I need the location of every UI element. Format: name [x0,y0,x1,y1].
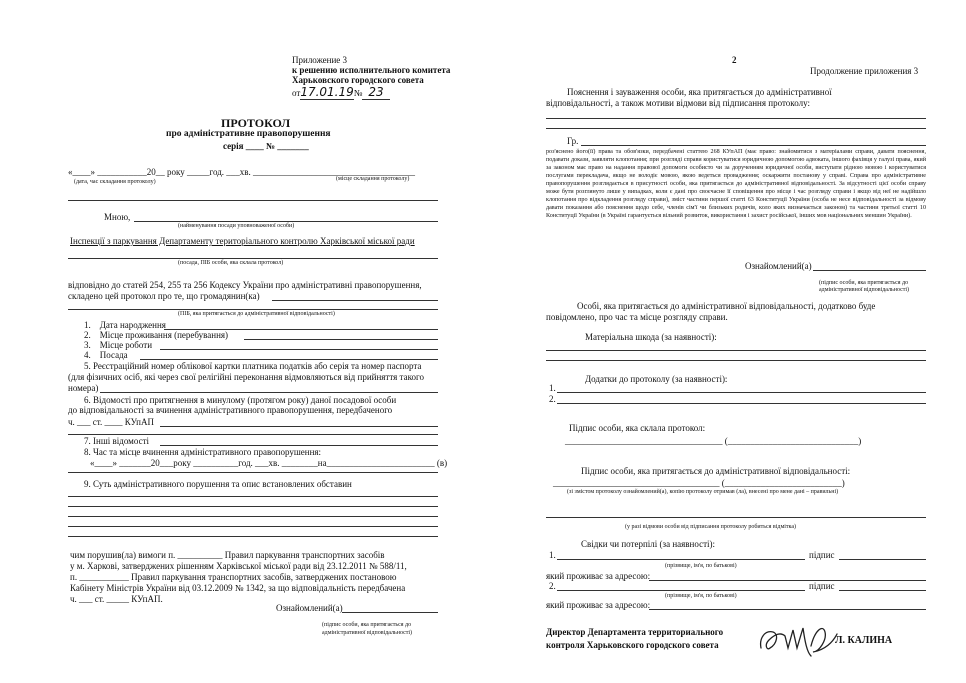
witness-name-line [557,559,805,560]
item-7: 7. Інші відомості [84,436,149,446]
handwritten-number: 23 [362,85,389,100]
date-caption: (дата, час складання протоколу) [74,179,156,185]
handwritten-date: 17.01.19 [300,85,354,99]
attachments-label: Додатки до протоколу (за наявності): [585,374,728,384]
explanation-line-1: Пояснення і зауваження особи, яка притягається до адміністративної [567,87,832,97]
director-name: Л. КАЛИНА [835,635,893,646]
person-signature-field: _____________________________________ (__________________________) [553,478,845,488]
blank-line [546,350,926,351]
blank-line [68,506,438,507]
item-5-line-1: 5. Реєстраційний номер облікової картки платника податків або серія та номер паспорта [84,361,422,371]
acquainted-label: Ознайомлений(а) [276,603,343,613]
me-label: Мною, [104,212,131,222]
blank-line [546,118,926,119]
blank-line [68,516,438,517]
item-4: 4. Посада [84,350,128,360]
protocol-title: ПРОТОКОЛ [221,116,291,130]
blank-line [68,472,438,473]
footer-line-3: п. ___________ Правил паркування транспортних засобів, затверджених постановою [70,572,397,582]
person-signature-label: Підпис особи, яка притягається до адміністративної відповідальності: [581,466,851,476]
director-line-2: контроля Харьковского городского совета [546,640,719,650]
witness-signature-line [839,559,926,560]
witness-1: 1. [549,550,556,560]
item-line [244,339,438,340]
citizen-line [581,145,926,146]
item-line [160,349,438,350]
witness-signature-line [839,590,926,591]
author-signature-label: Підпис особи, яка склала протокол: [569,423,706,433]
signature-caption-2: адміністративної відповідальності) [819,287,910,293]
explanation-line-2: відповідальності, а також мотиви відмови від підписання протоколу: [546,98,810,108]
attachment-1: 1. [549,383,556,393]
item-6-line-3: ч. ___ ст. ____ КУпАП [68,417,154,427]
protocol-page-2 [483,0,966,683]
item-line [140,359,438,360]
item-6-line-2: до відповідальності за вчинення адміністративного правопорушення, передбаченого [68,405,393,415]
address-line [649,580,926,581]
address-line [649,609,926,610]
blank-line [546,128,926,129]
item-2: 2. Місце проживання (перебування) [84,330,229,340]
protocol-subtitle: про адміністративне правопорушення [166,129,331,139]
footer-line-1: чим порушив(ла) вимоги п. __________ Правил паркування транспортних засобів [70,550,385,560]
witness-name-line [557,590,805,591]
blank-line [546,360,926,361]
appendix-line-3: Харьковского городского совета [292,75,424,85]
rights-explanation: роз'яснено його(її) права та обов'язки, передбачені статтею 268 КУпАП (має право: знайомитися з матеріалами справи, давати пояснення, подавати докази, заявляти клопотання; при розгляді справи користуватися юридичною допомогою адвоката, іншого фахівця у галузі права, який за законом має право на надання правової допомоги особисто чи за дорученням юридичної особи, виступати рідною мовою і користуватися послугами перекладача, якщо не володіє мовою, якою ведеться провадження; оскаржити постанову у справі. Справа про адміністративне правопорушення розглядається в присутності особи, яка притягається до адміністративної відповідальності. За відсутності цієї особи справу може бути розглянуто лише у випадках, коли є дані про своєчасне її сповіщення про місце і час розгляду справи і якщо від неї не надійшло клопотання про відкладення розгляду справи), зміст частини першої статті 63 Конституції України (особа не несе відповідальності за відмову давати показання або пояснення щодо себе, членів сім'ї чи близьких родичів, коло яких визначається законом) та частини третьої статті 10 Конституції України (в Україні гарантується вільний розвиток, використання і захист російської, інших мов національних меншин України). [546,149,926,220]
informed-line-2: повідомлено, про час та місце розгляду справи. [546,312,728,322]
witness-1-pib-caption: (прізвище, ім'я, по батькові) [665,563,737,569]
witness-2: 2. [549,581,556,591]
item-5-line-3: номера) [68,383,99,393]
item-line [160,445,438,446]
item-6-line-1: 6. Відомості про притягнення в минулому (протягом року) даної посадової особи [84,395,397,405]
blank-line [68,434,438,435]
item-line [160,426,438,427]
inspection-caption: (посада, ПІБ особи, яка склала протокол) [178,260,284,266]
witness-1-signature: підпис [809,550,835,560]
item-8-datetime-row: «____» _______20___року __________год. ___хв. ________на________________________ (в) [90,458,448,468]
informed-line-1: Особі, яка притягається до адміністративної відповідальності, додатково буде [577,301,876,311]
continuation-label: Продолжение приложения 3 [810,66,919,76]
person-signature-caption: (зі змістом протоколу ознайомлений(а), копію протоколу отримав (ла), внесені про мене дані – правильні) [567,489,839,495]
signature-caption-1: (підпис особи, яка притягається до [819,280,909,286]
appendix-date-line: от17.01.19№ 23 [292,86,390,98]
acquainted-label: Ознайомлений(а) [745,261,812,271]
blank-line [68,309,438,310]
director-line-1: Директор Департамента территориального [546,627,724,637]
witnesses-label: Свідки чи потерпілі (за наявності): [581,539,716,549]
signature-line [813,270,926,271]
item-3: 3. Місце роботи [84,340,153,350]
author-signature-field: ___________________________________ (_____________________________) [565,436,862,446]
item-8: 8. Час та місце вчинення адміністративного правопорушення: [84,447,322,457]
witness-1-address: який проживає за адресою: [546,571,651,581]
blank-line [68,258,438,259]
citizen-label: Гр. [567,136,579,146]
footer-line-2: у м. Харкові, затверджених рішенням Харківської міської ради від 23.12.2011 № 588/11, [70,561,407,571]
place-caption: (місце складання протоколу) [336,176,410,182]
attachment-line [557,403,926,404]
blank-line [68,200,438,201]
item-5-line-2: (для фізичних осіб, які через свої релігійні переконання відмовляються від прийняття такого [68,372,424,382]
damage-label: Матеріальна шкода (за наявності): [585,332,717,342]
blank-line [68,526,438,527]
body-line-2: складено цей протокол про те, що громадянин(ка) [68,291,260,301]
attachment-2: 2. [549,394,556,404]
inspection-name: Інспекції з паркування Департаменту територіального контролю Харківської міської ради [70,236,415,246]
blank-line [68,536,438,537]
attachment-line [557,392,926,393]
footer-line-4: Кабінету Міністрів України від 03.12.2009 № 1342, за що відповідальність передбачена [70,583,406,593]
witness-2-pib-caption: (прізвище, ім'я, по батькові) [665,593,737,599]
item-9: 9. Суть адміністративного порушення та опис встановлених обставин [84,479,352,489]
appendix-line-1: Приложение 3 [292,55,348,65]
item-line [100,392,438,393]
body-line-1: відповідно до статей 254, 255 та 256 Кодексу України про адміністративні правопорушення, [68,280,422,290]
footer-line-5: ч. ___ ст. _____ КУпАП. [70,594,163,604]
witness-2-address: який проживає за адресою: [546,600,651,610]
page-number: 2 [732,55,737,65]
pib-caption: (ПІБ, яка притягається до адміністративної відповідальності) [178,311,335,317]
position-line [134,221,438,222]
blank-line [68,496,438,497]
citizen-line [272,300,438,301]
refusal-caption: (у разі відмови особи від підписання протоколу робиться відмітка) [625,524,797,530]
appendix-line-2: к решению исполнительного комитета [292,65,451,75]
signature-caption-2: адміністративної відповідальності) [322,630,413,636]
signature-caption-1: (підпис особи, яка притягається до [322,622,412,628]
signature-line [342,612,438,613]
director-signature [755,612,841,662]
date-row: «____» ___________20__ року _____год. ___хв. ____________________________________ [68,167,416,177]
witness-2-signature: підпис [809,581,835,591]
series-line: серія ____ № _______ [223,141,309,151]
item-1: 1. Дата народження [84,320,166,330]
position-caption: (найменування посади уповноваженої особи) [178,223,295,229]
blank-line [546,517,926,518]
